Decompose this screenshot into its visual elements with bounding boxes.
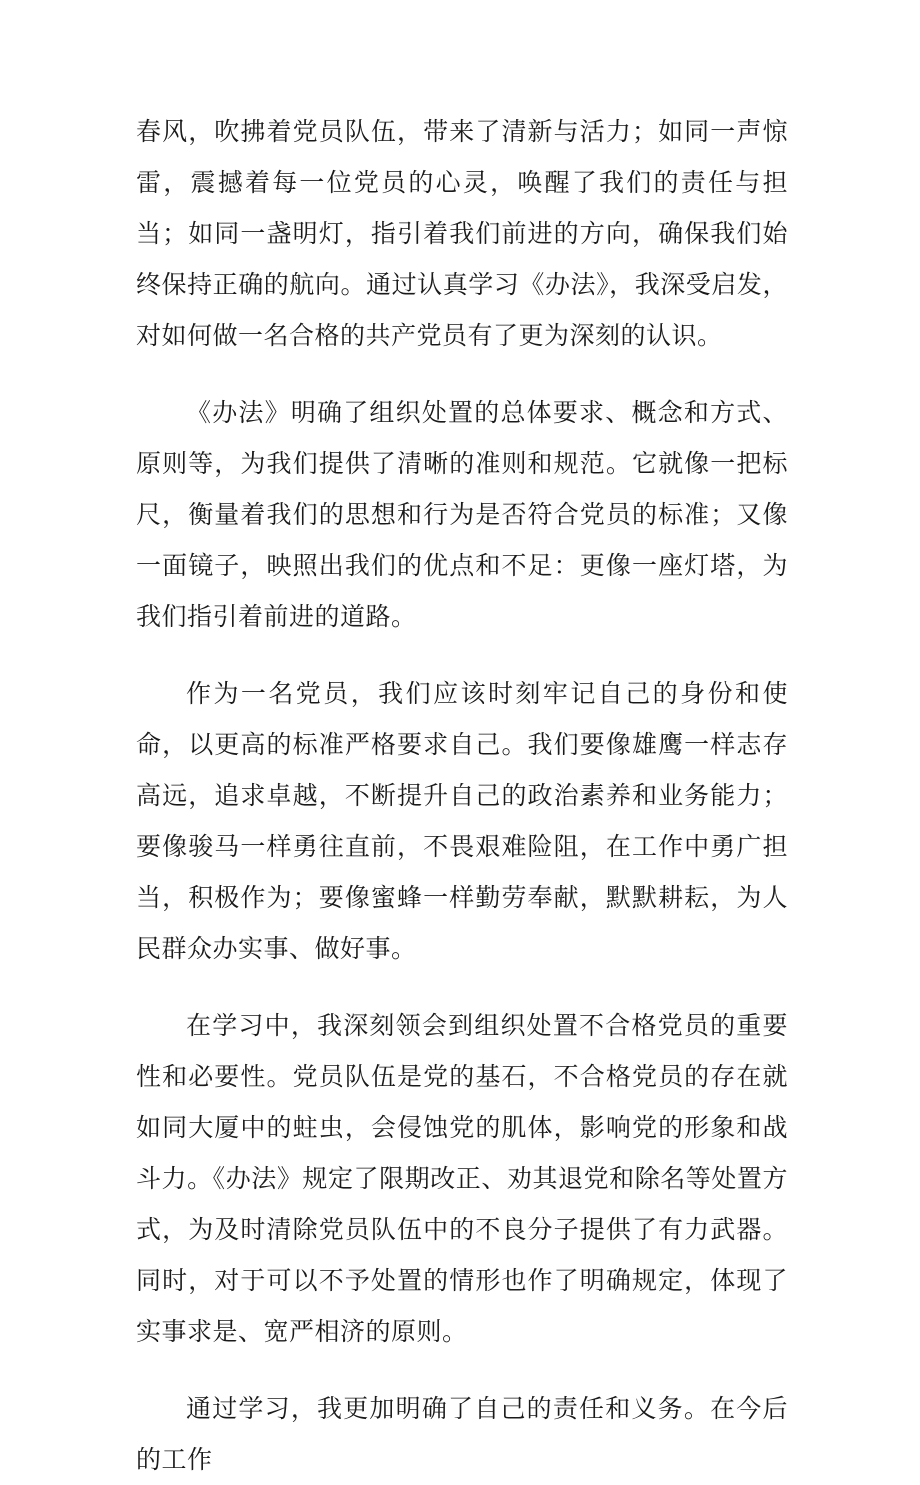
paragraph-study-insight: 在学习中，我深刻领会到组织处置不合格党员的重要性和必要性。党员队伍是党的基石，不合格党员的存在就如同大厦中的蛀虫，会侵蚀党的肌体，影响党的形象和战斗力。《办法》规定了限期改正、劝其退党和除名等处置方式，为及时清除党员队伍中的不良分子提供了有力武器。同时，对于可以不予处置的情形也作了明确规定，体现了实事求是、宽严相济的原则。 xyxy=(136,1011,788,1346)
paragraph-party-member-duty: 作为一名党员，我们应该时刻牢记自己的身份和使命，以更高的标准严格要求自己。我们要像雄鹰一样志存高远，追求卓越，不断提升自己的政治素养和业务能力；要像骏马一样勇往直前，不畏艰难险阻，在工作中勇广担当，积极作为；要像蜜蜂一样勤劳奉献，默默耕耘，为人民群众办实事、做好事。 xyxy=(136,679,788,963)
paragraph-continuation: 春风，吹拂着党员队伍，带来了清新与活力；如同一声惊雷，震撼着每一位党员的心灵，唤醒了我们的责任与担当；如同一盏明灯，指引着我们前进的方向，确保我们始终保持正确的航向。通过认真学习《办法》，我深受启发，对如何做一名合格的共产党员有了更为深刻的认识。 xyxy=(136,117,788,350)
document-body xyxy=(136,106,788,1485)
paragraph-method-overview: 《办法》明确了组织处置的总体要求、概念和方式、原则等，为我们提供了清晰的准则和规范。它就像一把标尺，衡量着我们的思想和行为是否符合党员的标准；又像一面镜子，映照出我们的优点和不足：更像一座灯塔，为我们指引着前进的道路。 xyxy=(136,398,788,631)
paragraph-responsibility: 通过学习，我更加明确了自己的责任和义务。在今后的工作 xyxy=(136,1394,788,1474)
